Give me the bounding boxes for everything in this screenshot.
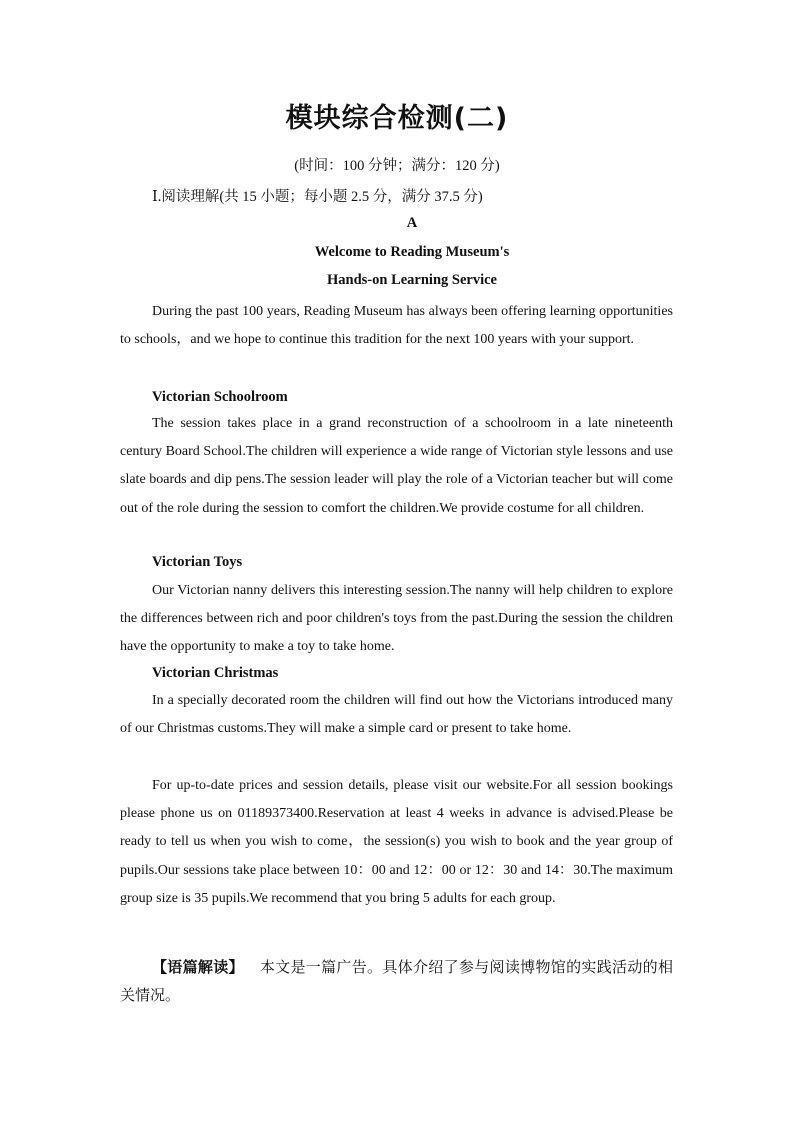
discourse-analysis xyxy=(120,953,673,1009)
exam-info: (时间：100 分钟；满分：120 分) xyxy=(294,158,500,174)
analysis-label: 【语篇解读】 xyxy=(152,958,244,976)
section-heading: Ⅰ.阅读理解(共 15 小题；每小题 2.5 分，满分 37.5 分) xyxy=(152,189,483,205)
section-heading-christmas: Victorian Christmas xyxy=(152,665,279,681)
passage-letter: A xyxy=(406,215,418,231)
passage-title-line2: Hands-on Learning Service xyxy=(327,272,497,288)
section-text-schoolroom: The session takes place in a grand reconstruction of a schoolroom in a late nineteenth century Board School.The children will experience a wide range of Victorian style lessons and use slate boards and dip pens.The session leader will play the role of a Victorian teacher but will come out of the role during the session to comfort the children.We provide costume for all children. xyxy=(120,416,673,516)
intro-paragraph: During the past 100 years, Reading Museum has always been offering learning opportunities to schools，and we hope to continue this tradition for the next 100 years with your support. xyxy=(120,304,673,348)
page-title: 模块综合检测(二) xyxy=(285,103,509,134)
section-text-christmas: In a specially decorated room the children will find out how the Victorians introduced many of our Christmas customs.They will make a simple card or present to take home. xyxy=(120,693,673,737)
section-heading-schoolroom: Victorian Schoolroom xyxy=(152,389,288,405)
section-text-toys: Our Victorian nanny delivers this interesting session.The nanny will help children to explore the differences between rich and poor children's toys from the past.During the session the children have the opportunity to make a toy to take home. xyxy=(120,583,673,655)
passage-title-line1: Welcome to Reading Museum's xyxy=(314,244,510,260)
closing-paragraph: For up-to-date prices and session details, please visit our website.For all session bookings please phone us on 01189373400.Reservation at least 4 weeks in advance is advised.Please be ready to tell us when you wish to come，the session(s) you wish to book and the year group of pupils.Our sessions take place between 10：00 and 12：00 or 12：30 and 14：30.The maximum group size is 35 pupils.We recommend that you bring 5 adults for each group. xyxy=(120,778,673,906)
analysis-text: 本文是一篇广告。具体介绍了参与阅读博物馆的实践活动的相关情况。 xyxy=(120,958,673,1004)
section-heading-toys: Victorian Toys xyxy=(152,554,243,570)
